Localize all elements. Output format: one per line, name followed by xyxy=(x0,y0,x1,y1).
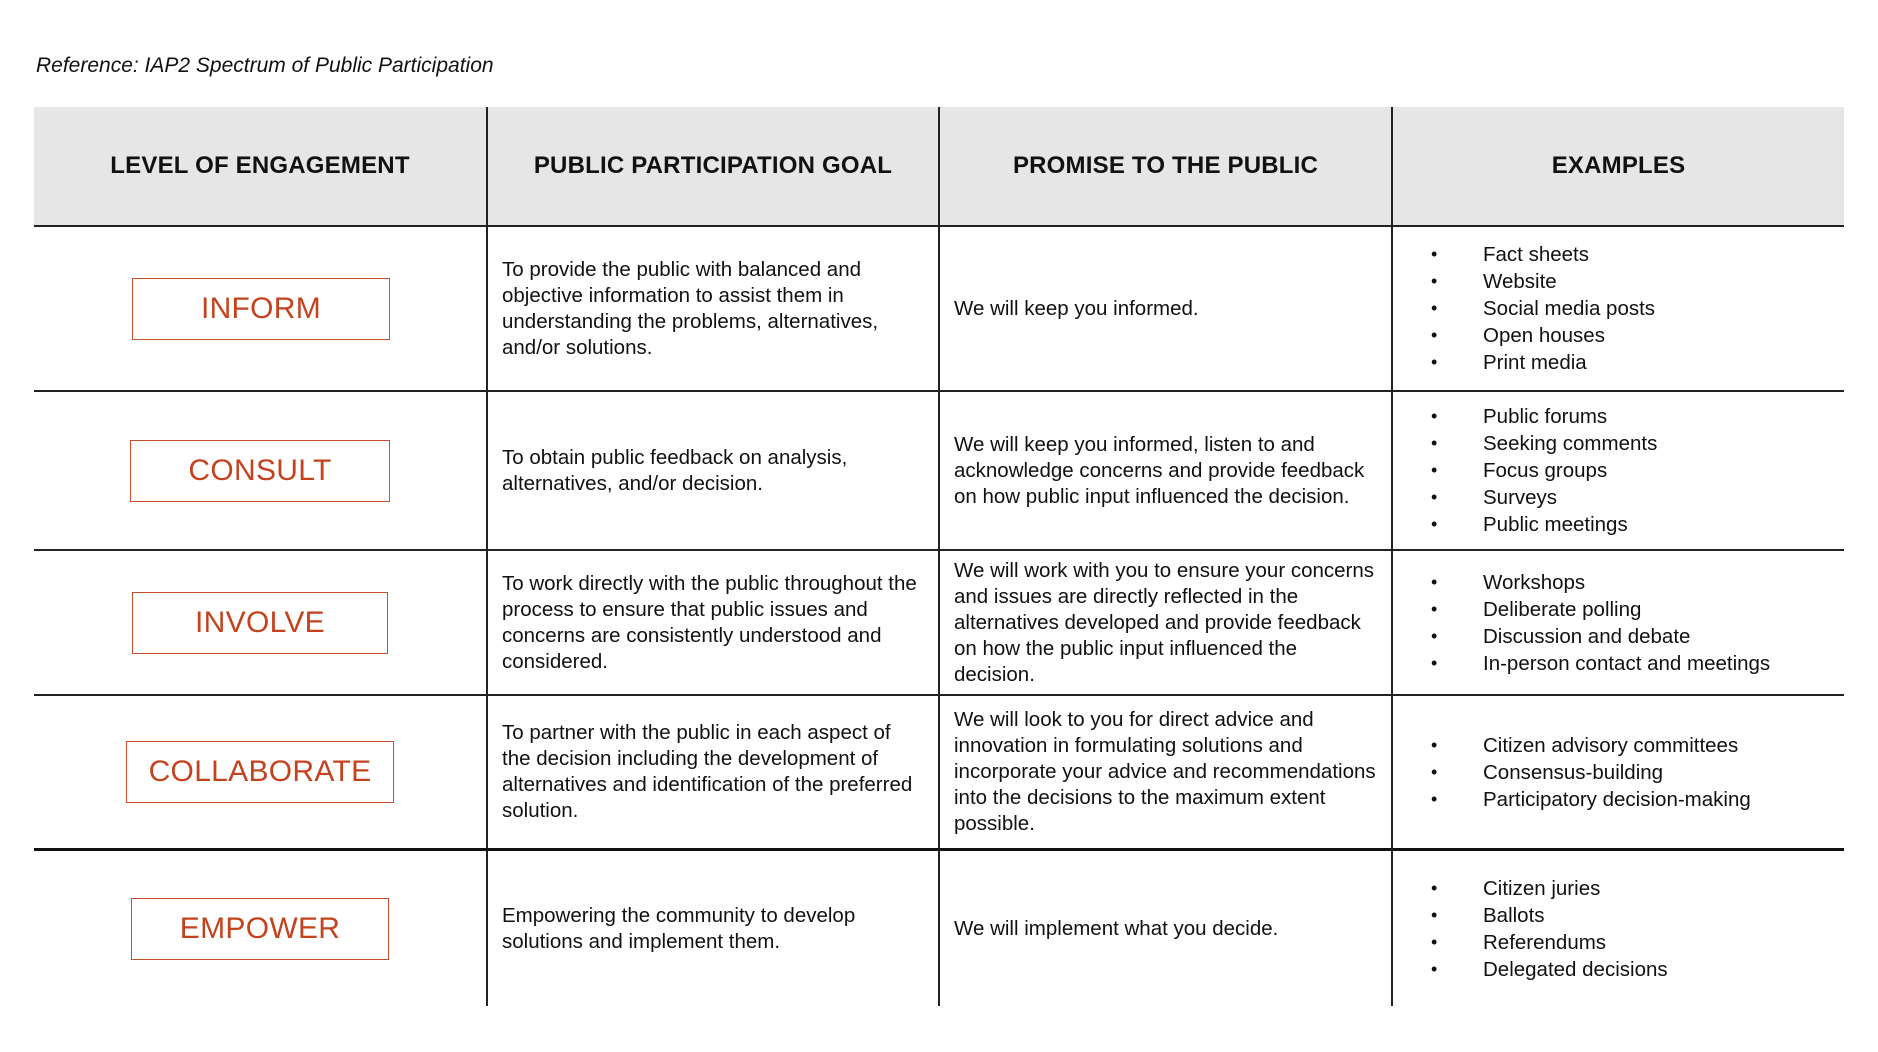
level-badge-empower: EMPOWER xyxy=(131,898,389,960)
list-item: • Website xyxy=(1431,268,1830,295)
list-item: • Referendums xyxy=(1431,929,1830,956)
level-cell xyxy=(34,850,487,1007)
promise-cell: We will work with you to ensure your concerns and issues are directly reflected in the alternatives developed and provide feedback on how the public input influenced the decision. xyxy=(939,550,1392,695)
promise-cell: We will keep you informed, listen to and acknowledge concerns and provide feedback on how public input influenced the decision. xyxy=(939,391,1392,550)
list-item: • Workshops xyxy=(1431,569,1830,596)
examples-list xyxy=(1431,403,1830,538)
goal-cell: To partner with the public in each aspect of the decision including the development of alternatives and identification of the preferred solution. xyxy=(487,695,939,850)
examples-list xyxy=(1431,569,1830,677)
table-row-involve xyxy=(34,550,1844,695)
examples-list xyxy=(1431,875,1830,983)
list-item: • Seeking comments xyxy=(1431,430,1830,457)
list-item: • Fact sheets xyxy=(1431,241,1830,268)
examples-cell xyxy=(1392,226,1844,391)
table-row-empower xyxy=(34,850,1844,1007)
header-promise: PROMISE TO THE PUBLIC xyxy=(939,107,1392,226)
list-item: • In-person contact and meetings xyxy=(1431,650,1830,677)
level-badge-involve: INVOLVE xyxy=(132,592,388,654)
examples-cell xyxy=(1392,550,1844,695)
list-item: • Open houses xyxy=(1431,322,1830,349)
header-participation-goal: PUBLIC PARTICIPATION GOAL xyxy=(487,107,939,226)
list-item: • Public forums xyxy=(1431,403,1830,430)
list-item: • Citizen advisory committees xyxy=(1431,732,1830,759)
list-item: • Public meetings xyxy=(1431,511,1830,538)
table-row-inform xyxy=(34,226,1844,391)
goal-cell: Empowering the community to develop solutions and implement them. xyxy=(487,850,939,1007)
promise-cell: We will keep you informed. xyxy=(939,226,1392,391)
header-row xyxy=(34,107,1844,226)
list-item: • Citizen juries xyxy=(1431,875,1830,902)
table-row-collaborate xyxy=(34,695,1844,850)
promise-cell: We will implement what you decide. xyxy=(939,850,1392,1007)
level-badge-collaborate: COLLABORATE xyxy=(126,741,394,803)
goal-cell: To obtain public feedback on analysis, alternatives, and/or decision. xyxy=(487,391,939,550)
goal-cell: To provide the public with balanced and objective information to assist them in understanding the problems, alternatives, and/or solutions. xyxy=(487,226,939,391)
examples-list xyxy=(1431,241,1830,376)
list-item: • Delegated decisions xyxy=(1431,956,1830,983)
examples-list xyxy=(1431,732,1830,813)
list-item: • Deliberate polling xyxy=(1431,596,1830,623)
list-item: • Print media xyxy=(1431,349,1830,376)
list-item: • Social media posts xyxy=(1431,295,1830,322)
examples-cell xyxy=(1392,391,1844,550)
level-badge-consult: CONSULT xyxy=(130,440,390,502)
level-badge-inform: INFORM xyxy=(132,278,390,340)
participation-spectrum-table xyxy=(34,107,1844,1006)
level-cell xyxy=(34,550,487,695)
promise-cell: We will look to you for direct advice and innovation in formulating solutions and incorporate your advice and recommendations into the decisions to the maximum extent possible. xyxy=(939,695,1392,850)
reference-note: Reference: IAP2 Spectrum of Public Participation xyxy=(36,54,494,77)
list-item: • Participatory decision-making xyxy=(1431,786,1830,813)
level-cell xyxy=(34,226,487,391)
table-row-consult xyxy=(34,391,1844,550)
list-item: • Discussion and debate xyxy=(1431,623,1830,650)
level-cell xyxy=(34,391,487,550)
examples-cell xyxy=(1392,850,1844,1007)
list-item: • Surveys xyxy=(1431,484,1830,511)
list-item: • Ballots xyxy=(1431,902,1830,929)
examples-cell xyxy=(1392,695,1844,850)
list-item: • Focus groups xyxy=(1431,457,1830,484)
goal-cell: To work directly with the public throughout the process to ensure that public issues and concerns are consistently understood and considered. xyxy=(487,550,939,695)
list-item: • Consensus-building xyxy=(1431,759,1830,786)
level-cell xyxy=(34,695,487,850)
header-level-of-engagement: LEVEL OF ENGAGEMENT xyxy=(34,107,487,226)
header-examples: EXAMPLES xyxy=(1392,107,1844,226)
